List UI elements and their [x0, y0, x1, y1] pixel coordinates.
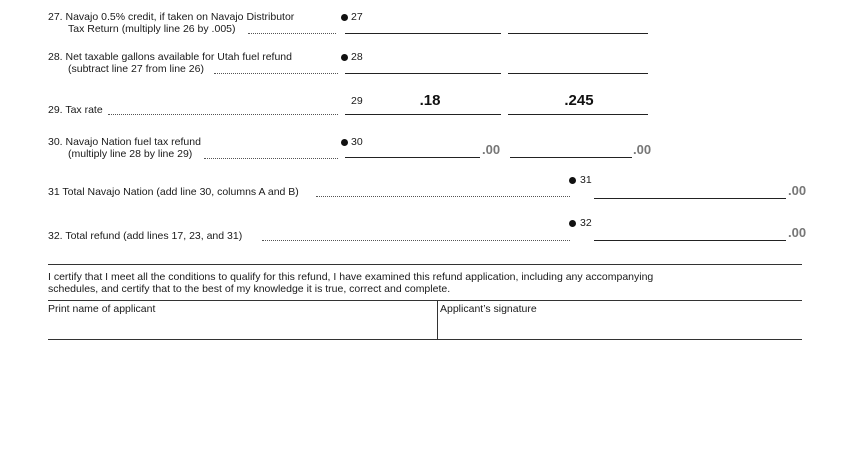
line-32-leader — [262, 239, 570, 241]
certification-text-line-1: I certify that I meet all the conditions to qualify for this refund, I have examined this refund application, including any accompanying — [48, 271, 654, 283]
line-30-sublabel: (multiply line 28 by line 29) — [68, 148, 193, 160]
signature-bottom-rule — [48, 339, 802, 340]
line-27-leader — [248, 32, 336, 34]
line-32-cents: .00 — [788, 225, 807, 240]
line-28-label: 28. Net taxable gallons available for Utah fuel refund — [48, 51, 292, 63]
line-32-total-field[interactable] — [594, 226, 786, 241]
print-name-field[interactable] — [48, 316, 436, 338]
line-27-label: 27. Navajo 0.5% credit, if taken on Navajo Distributor — [48, 11, 295, 23]
line-30-label: 30. Navajo Nation fuel tax refund — [48, 136, 201, 148]
line-31-label: 31 Total Navajo Nation (add line 30, columns A and B) — [48, 186, 299, 198]
line-31-cents: .00 — [788, 183, 807, 198]
line-27-column-b-field[interactable] — [508, 19, 648, 34]
certification-divider — [48, 264, 802, 265]
line-30-column-b-cents: .00 — [633, 142, 652, 157]
line-29-leader — [108, 113, 338, 115]
line-32-label: 32. Total refund (add lines 17, 23, and 31) — [48, 230, 243, 242]
line-31-leader — [316, 195, 570, 197]
certification-text-line-2: schedules, and certify that to the best of my knowledge it is true, correct and complete. — [48, 283, 451, 295]
line-28-column-a-field[interactable] — [345, 59, 501, 74]
line-27-number: 27 — [351, 11, 363, 23]
line-32-number: 32 — [580, 217, 592, 229]
line-29-column-b-rate: .245 — [564, 92, 594, 109]
line-29-label: 29. Tax rate — [48, 104, 103, 116]
line-31-total-field[interactable] — [594, 184, 786, 199]
line-29-number: 29 — [351, 95, 363, 107]
line-27-sublabel: Tax Return (multiply line 26 by .005) — [68, 23, 236, 35]
applicant-signature-field[interactable] — [440, 316, 802, 338]
line-31-number: 31 — [580, 174, 592, 186]
signature-top-rule — [48, 300, 802, 301]
print-name-label: Print name of applicant — [48, 303, 156, 315]
line-28-number: 28 — [351, 51, 363, 63]
line-31-bullet — [569, 177, 576, 184]
applicant-signature-label: Applicant’s signature — [440, 303, 537, 315]
line-30-column-a-cents: .00 — [482, 142, 501, 157]
line-29-column-a-rate: .18 — [419, 92, 441, 109]
line-27-column-a-field[interactable] — [345, 19, 501, 34]
line-28-leader — [214, 72, 338, 74]
line-30-column-b-field[interactable] — [510, 143, 632, 158]
line-32-bullet — [569, 220, 576, 227]
signature-column-divider — [437, 300, 438, 340]
line-28-sublabel: (subtract line 27 from line 26) — [68, 63, 204, 75]
line-30-number: 30 — [351, 136, 363, 148]
line-30-leader — [204, 157, 338, 159]
line-30-column-a-field[interactable] — [345, 143, 480, 158]
line-28-column-b-field[interactable] — [508, 59, 648, 74]
